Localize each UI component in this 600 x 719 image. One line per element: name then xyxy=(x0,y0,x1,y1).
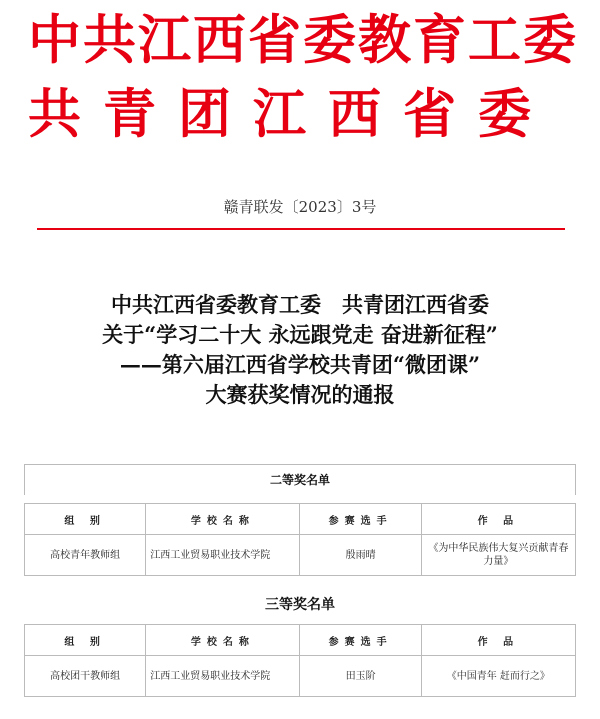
title-line-2: 关于“学习二十大 永远跟党走 奋进新征程” xyxy=(102,322,498,347)
award-table xyxy=(24,624,576,697)
title-line-3: ——第六届江西省学校共青团“微团课” xyxy=(119,352,481,377)
column-header: 参赛选手 xyxy=(300,504,421,535)
column-header: 组 别 xyxy=(25,625,146,656)
cell-work: 《为中华民族伟大复兴贡献青春力量》 xyxy=(421,535,575,576)
letterhead-line-2: 共青团江西省委 xyxy=(28,83,553,145)
table-header-row xyxy=(25,504,576,535)
cell-school: 江西工业贸易职业技术学院 xyxy=(146,535,300,576)
document-number: 赣青联发〔2023〕3号 xyxy=(223,198,377,216)
red-divider xyxy=(37,228,565,230)
column-header: 学校名称 xyxy=(146,504,300,535)
column-header: 学校名称 xyxy=(146,625,300,656)
cell-work: 《中国青年 赶而行之》 xyxy=(421,656,575,697)
column-header: 组 别 xyxy=(25,504,146,535)
cell-participant: 田玉阶 xyxy=(300,656,421,697)
second-prize-section xyxy=(24,464,576,576)
cell-group: 高校青年教师组 xyxy=(25,535,146,576)
section-heading: 三等奖名单 xyxy=(265,597,335,613)
award-table xyxy=(24,503,576,576)
column-header: 参赛选手 xyxy=(300,625,421,656)
letterhead-line-1: 中共江西省委教育工委 xyxy=(28,9,578,71)
table-row xyxy=(25,656,576,697)
document-title xyxy=(0,290,600,410)
table-header-row xyxy=(25,625,576,656)
cell-participant: 殷雨晴 xyxy=(300,535,421,576)
section-heading: 二等奖名单 xyxy=(24,464,576,495)
title-line-1: 中共江西省委教育工委 共青团江西省委 xyxy=(111,292,489,317)
cell-group: 高校团干教师组 xyxy=(25,656,146,697)
title-line-4: 大赛获奖情况的通报 xyxy=(205,382,395,407)
column-header: 作 品 xyxy=(421,625,575,656)
column-header: 作 品 xyxy=(421,504,575,535)
table-row xyxy=(25,535,576,576)
cell-school: 江西工业贸易职业技术学院 xyxy=(146,656,300,697)
third-prize-section xyxy=(24,590,576,697)
